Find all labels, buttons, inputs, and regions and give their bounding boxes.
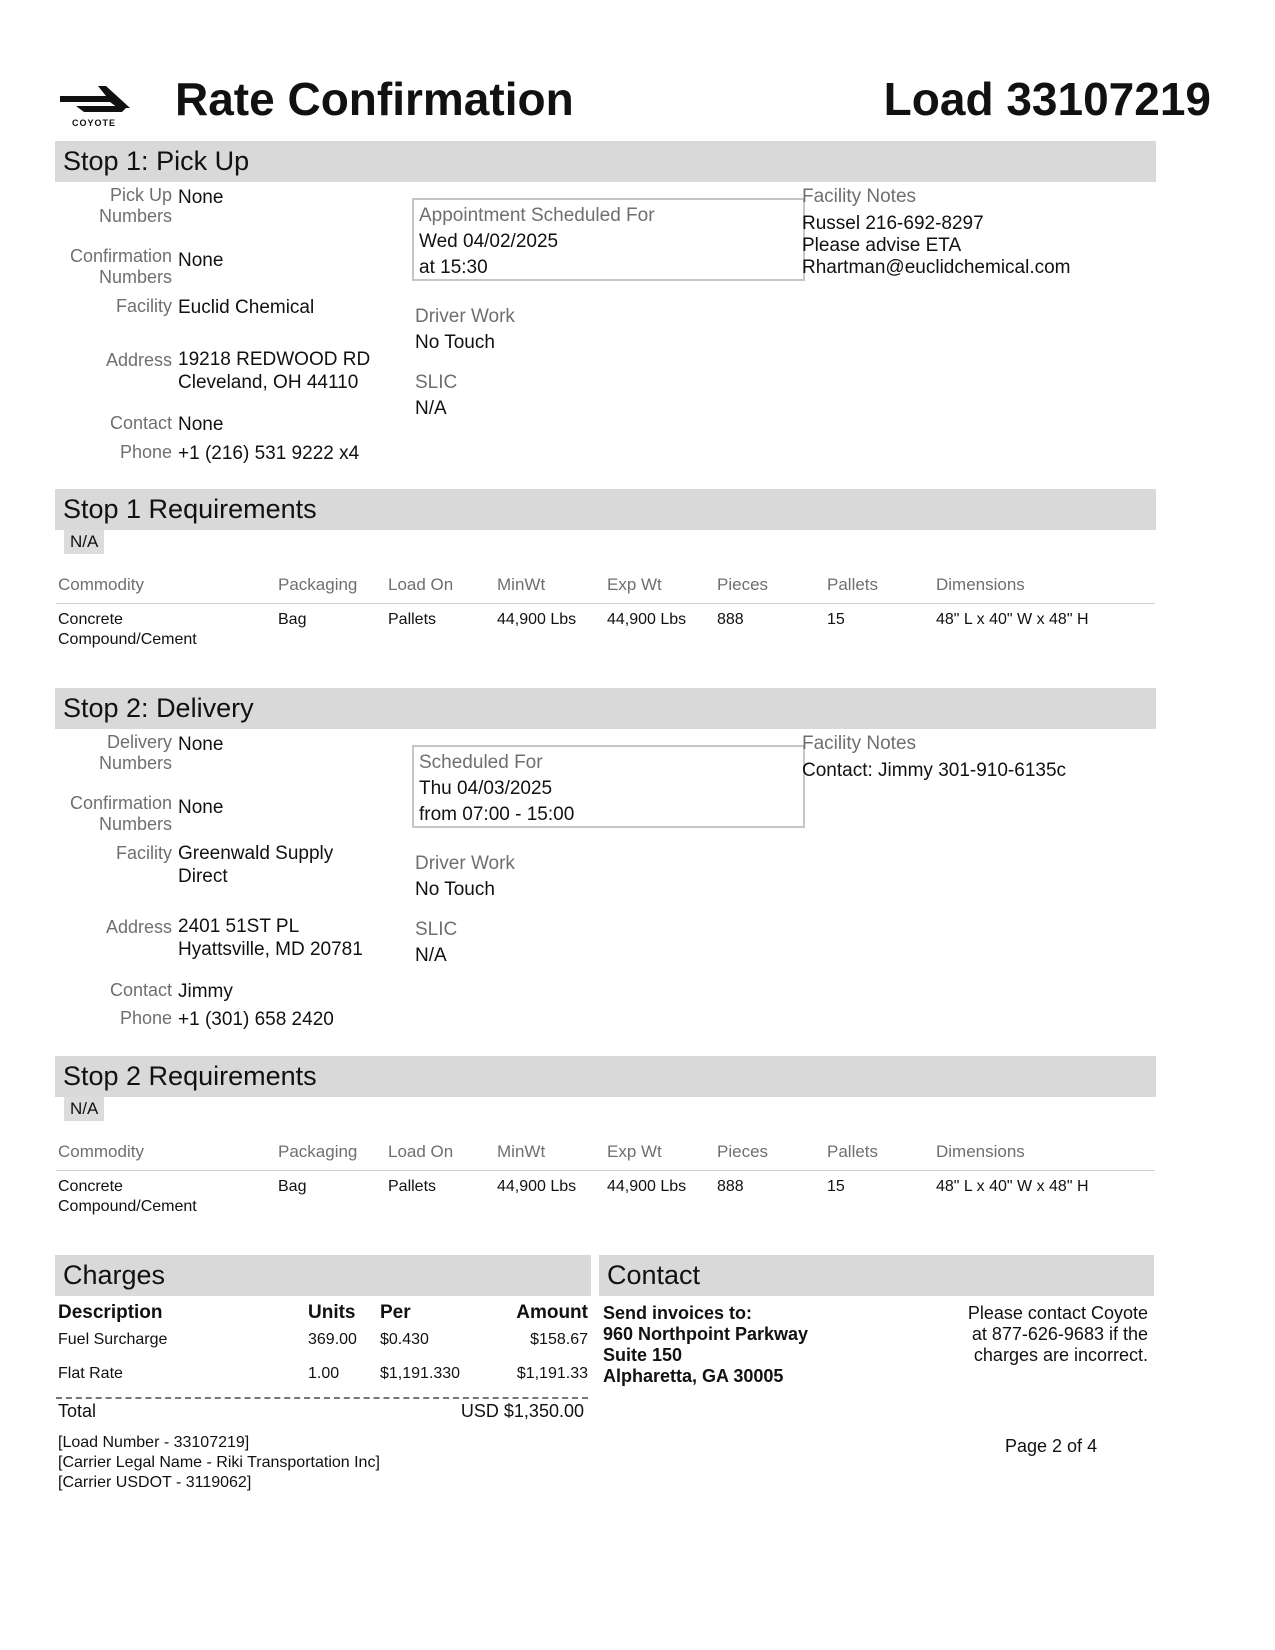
charge-units: 1.00 bbox=[308, 1365, 340, 1382]
stop1-facility: Euclid Chemical bbox=[178, 297, 315, 318]
facility-line: Direct bbox=[178, 866, 228, 887]
cell-commodity bbox=[58, 610, 197, 650]
stop1-facility-notes bbox=[802, 213, 1071, 279]
stop2-header: Stop 2: Delivery bbox=[55, 688, 1156, 729]
stop2-slic: N/A bbox=[415, 945, 447, 966]
address-line: Cleveland, OH 44110 bbox=[178, 372, 359, 393]
label-line: Confirmation bbox=[69, 246, 172, 266]
stop2-facility-notes bbox=[802, 760, 1066, 782]
col-load-on: Load On bbox=[388, 575, 454, 594]
stop1-slic: N/A bbox=[415, 398, 447, 419]
stop2-contact: Jimmy bbox=[178, 981, 233, 1002]
table-divider bbox=[56, 1170, 1155, 1171]
stop2-appointment-box bbox=[412, 745, 805, 828]
col-commodity: Commodity bbox=[58, 575, 144, 594]
col-minwt: MinWt bbox=[497, 1142, 546, 1161]
cell-pieces: 888 bbox=[717, 1178, 744, 1195]
col-pallets: Pallets bbox=[827, 575, 879, 594]
address-line: 2401 51ST PL bbox=[178, 916, 300, 937]
col-minwt: MinWt bbox=[497, 575, 546, 594]
stop2-driver-work: No Touch bbox=[415, 879, 495, 900]
cell-minwt: 44,900 Lbs bbox=[497, 1178, 577, 1195]
stop2-slic-label: SLIC bbox=[415, 919, 458, 940]
stop1-appointment-box bbox=[412, 198, 805, 281]
stop2-address bbox=[178, 915, 363, 961]
stop1-facility-notes-label: Facility Notes bbox=[802, 186, 917, 207]
label-line: Numbers bbox=[98, 267, 172, 287]
stop1-facility-label: Facility bbox=[115, 296, 172, 316]
stop1-pickup-numbers-label bbox=[49, 185, 172, 227]
stop2-delivery-numbers: None bbox=[178, 734, 224, 755]
stop2-phone-label: Phone bbox=[119, 1008, 172, 1028]
appointment-time: from 07:00 - 15:00 bbox=[419, 804, 575, 825]
cell-pallets: 15 bbox=[827, 611, 845, 628]
cell-expwt: 44,900 Lbs bbox=[607, 611, 687, 628]
commodity-line: Compound/Cement bbox=[58, 631, 197, 648]
total-value: USD $1,350.00 bbox=[460, 1401, 584, 1421]
charge-description: Flat Rate bbox=[58, 1365, 123, 1382]
cell-minwt: 44,900 Lbs bbox=[497, 611, 577, 628]
total-label: Total bbox=[58, 1401, 97, 1421]
cell-load-on: Pallets bbox=[388, 1178, 437, 1195]
stop2-driver-work-label: Driver Work bbox=[415, 853, 515, 874]
col-pallets: Pallets bbox=[827, 1142, 879, 1161]
appointment-time: at 15:30 bbox=[419, 257, 488, 278]
col-packaging: Packaging bbox=[278, 1142, 358, 1161]
col-pieces: Pieces bbox=[717, 575, 769, 594]
commodity-line: Concrete bbox=[58, 611, 123, 628]
note-line: charges are incorrect. bbox=[973, 1345, 1148, 1365]
commodity-line: Concrete bbox=[58, 1178, 123, 1195]
col-pieces: Pieces bbox=[717, 1142, 769, 1161]
stop2-contact-label: Contact bbox=[109, 980, 172, 1000]
cell-load-on: Pallets bbox=[388, 611, 437, 628]
stop2-req-header: Stop 2 Requirements bbox=[55, 1056, 1156, 1097]
stop1-driver-work: No Touch bbox=[415, 332, 495, 353]
stop2-delivery-numbers-label bbox=[49, 732, 172, 774]
stop2-confirmation-label bbox=[49, 793, 172, 835]
col-load-on: Load On bbox=[388, 1142, 454, 1161]
col-dimensions: Dimensions bbox=[936, 1142, 1025, 1161]
col-expwt: Exp Wt bbox=[607, 1142, 662, 1161]
stop1-contact: None bbox=[178, 414, 224, 435]
cell-pallets: 15 bbox=[827, 1178, 845, 1195]
footer-line: [Carrier Legal Name - Riki Transportation Inc] bbox=[58, 1454, 380, 1471]
label-line: Numbers bbox=[98, 753, 172, 773]
charges-col-units: Units bbox=[308, 1302, 356, 1323]
label-line: Pick Up bbox=[109, 185, 172, 205]
cell-dimensions: 48" L x 40" W x 48" H bbox=[936, 611, 1089, 628]
label-line: Confirmation bbox=[69, 793, 172, 813]
address-line: Hyattsville, MD 20781 bbox=[178, 939, 363, 960]
appointment-date: Wed 04/02/2025 bbox=[419, 231, 559, 252]
cell-dimensions: 48" L x 40" W x 48" H bbox=[936, 1178, 1089, 1195]
stop1-confirmation-label bbox=[49, 246, 172, 288]
stop1-req-tag: N/A bbox=[64, 530, 104, 554]
contact-invoice-block bbox=[603, 1303, 808, 1387]
stop1-confirmation-numbers: None bbox=[178, 250, 224, 271]
charges-col-description: Description bbox=[58, 1302, 163, 1323]
col-commodity: Commodity bbox=[58, 1142, 144, 1161]
appointment-label: Appointment Scheduled For bbox=[419, 205, 655, 226]
charge-amount: $1,191.33 bbox=[516, 1365, 588, 1382]
note-line: Russel 216-692-8297 bbox=[802, 213, 984, 234]
stop1-header: Stop 1: Pick Up bbox=[55, 141, 1156, 182]
stop1-address-label: Address bbox=[105, 350, 172, 370]
stop2-phone: +1 (301) 658 2420 bbox=[178, 1009, 334, 1030]
footer-line: [Load Number - 33107219] bbox=[58, 1434, 250, 1451]
stop2-address-label: Address bbox=[105, 917, 172, 937]
label-line: Numbers bbox=[98, 206, 172, 226]
note-line: Please advise ETA bbox=[802, 235, 962, 256]
contact-header: Contact bbox=[599, 1255, 1154, 1296]
charge-units: 369.00 bbox=[308, 1331, 357, 1348]
note-line: Please contact Coyote bbox=[967, 1303, 1148, 1323]
facility-line: Greenwald Supply bbox=[178, 843, 334, 864]
invoice-address-line: Suite 150 bbox=[603, 1345, 683, 1365]
address-line: 19218 REDWOOD RD bbox=[178, 349, 371, 370]
charge-per: $0.430 bbox=[380, 1331, 429, 1348]
col-expwt: Exp Wt bbox=[607, 575, 662, 594]
stop1-phone: +1 (216) 531 9222 x4 bbox=[178, 443, 360, 464]
load-number: Load 33107219 bbox=[883, 73, 1211, 125]
note-line: Contact: Jimmy 301-910-6135c bbox=[802, 760, 1067, 781]
brand-label: COYOTE bbox=[72, 118, 117, 128]
stop1-req-header: Stop 1 Requirements bbox=[55, 489, 1156, 530]
total-divider bbox=[56, 1397, 588, 1399]
charges-col-per: Per bbox=[380, 1302, 411, 1323]
footer-info bbox=[58, 1433, 380, 1493]
page-title: Rate Confirmation bbox=[175, 73, 574, 125]
stop2-confirmation-numbers: None bbox=[178, 797, 224, 818]
col-dimensions: Dimensions bbox=[936, 575, 1025, 594]
contact-note bbox=[908, 1303, 1148, 1366]
stop2-facility bbox=[178, 842, 333, 888]
charges-col-amount: Amount bbox=[516, 1302, 588, 1323]
invoice-address-line: 960 Northpoint Parkway bbox=[603, 1324, 809, 1344]
stop2-facility-notes-label: Facility Notes bbox=[802, 733, 917, 754]
cell-packaging: Bag bbox=[278, 611, 307, 628]
label-line: Numbers bbox=[98, 814, 172, 834]
stop1-contact-label: Contact bbox=[109, 413, 172, 433]
charge-description: Fuel Surcharge bbox=[58, 1331, 168, 1348]
cell-commodity bbox=[58, 1177, 197, 1217]
table-divider bbox=[56, 603, 1155, 604]
charge-amount: $158.67 bbox=[530, 1331, 588, 1348]
note-line: at 877-626-9683 if the bbox=[971, 1324, 1148, 1344]
stop1-phone-label: Phone bbox=[119, 442, 172, 462]
label-line: Delivery bbox=[106, 732, 172, 752]
footer-line: [Carrier USDOT - 3119062] bbox=[58, 1474, 252, 1491]
stop1-slic-label: SLIC bbox=[415, 372, 458, 393]
send-invoices-label: Send invoices to: bbox=[603, 1303, 753, 1323]
col-packaging: Packaging bbox=[278, 575, 358, 594]
appointment-date: Thu 04/03/2025 bbox=[419, 778, 553, 799]
cell-pieces: 888 bbox=[717, 611, 744, 628]
charges-header: Charges bbox=[55, 1255, 591, 1296]
cell-packaging: Bag bbox=[278, 1178, 307, 1195]
stop2-req-tag: N/A bbox=[64, 1097, 104, 1121]
invoice-address-line: Alpharetta, GA 30005 bbox=[603, 1366, 784, 1386]
charge-per: $1,191.330 bbox=[380, 1365, 461, 1382]
stop2-facility-label: Facility bbox=[115, 843, 172, 863]
stop1-driver-work-label: Driver Work bbox=[415, 306, 515, 327]
note-line: Rhartman@euclidchemical.com bbox=[802, 257, 1071, 278]
cell-expwt: 44,900 Lbs bbox=[607, 1178, 687, 1195]
coyote-logo bbox=[58, 72, 138, 134]
page-number: Page 2 of 4 bbox=[1005, 1436, 1098, 1456]
commodity-line: Compound/Cement bbox=[58, 1198, 197, 1215]
stop1-address bbox=[178, 348, 370, 394]
appointment-label: Scheduled For bbox=[419, 752, 543, 773]
stop1-pickup-numbers: None bbox=[178, 187, 224, 208]
